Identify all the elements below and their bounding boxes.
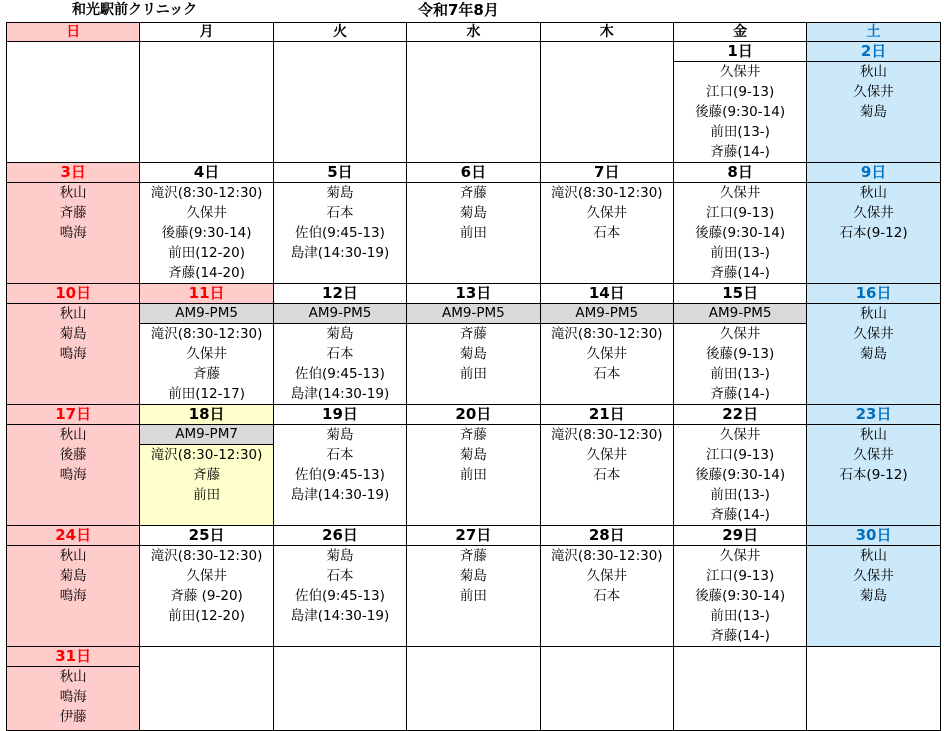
- staff-entry: 鳴海: [59, 689, 87, 705]
- staff-entry: 斉藤(14-): [710, 144, 770, 160]
- day-cell: [807, 284, 940, 405]
- staff-entry: 久保井: [586, 568, 627, 584]
- staff-entry: 滝沢(8:30-12:30): [550, 185, 663, 201]
- staff-entry: 島津(14:30-19): [290, 386, 390, 402]
- clinic-hours: AM9-PM5: [274, 304, 406, 324]
- staff-entry: 江口(9-13): [706, 447, 775, 463]
- day-number: 24日: [7, 526, 139, 546]
- staff-entry: 久保井: [853, 205, 894, 221]
- staff-entry: 前田(13-): [710, 124, 770, 140]
- staff-entry: 佐伯(9:45-13): [295, 366, 385, 382]
- day-number: 21日: [541, 405, 673, 425]
- staff-entry: 斉藤(14-): [710, 507, 770, 523]
- staff-entry: 滝沢(8:30-12:30): [150, 447, 263, 463]
- staff-entry: 江口(9-13): [706, 205, 775, 221]
- calendar-body: [7, 42, 941, 731]
- month-title: 令和7年8月: [418, 1, 499, 19]
- day-cell: [673, 526, 806, 647]
- empty-day-cell: [140, 647, 273, 731]
- staff-entry: 鳴海: [59, 467, 87, 483]
- staff-entry: 前田: [459, 588, 487, 604]
- staff-entry: 秋山: [59, 185, 87, 201]
- staff-entry: 斉藤(14-20): [168, 265, 245, 281]
- empty-day-cell: [407, 647, 540, 731]
- staff-entry: 斉藤(14-): [710, 265, 770, 281]
- day-number: 13日: [407, 284, 539, 304]
- staff-entry: 久保井: [186, 346, 227, 362]
- staff-entry: 江口(9-13): [706, 568, 775, 584]
- day-cell: [540, 163, 673, 284]
- day-cell: [540, 284, 673, 405]
- staff-entry: 久保井: [586, 346, 627, 362]
- day-cell: [273, 526, 406, 647]
- clinic-name: 和光駅前クリニック: [72, 2, 198, 18]
- empty-day-cell: [540, 42, 673, 163]
- staff-entry: 佐伯(9:45-13): [295, 467, 385, 483]
- staff-entry: 石本: [593, 366, 621, 382]
- staff-entry: 菊島: [459, 346, 487, 362]
- day-cell: [807, 42, 940, 163]
- day-cell: [7, 647, 140, 731]
- day-number: 17日: [7, 405, 139, 425]
- staff-entry: 久保井: [586, 205, 627, 221]
- staff-entry: 秋山: [59, 548, 87, 564]
- staff-entry: 滝沢(8:30-12:30): [550, 326, 663, 342]
- day-number: 25日: [140, 526, 272, 546]
- staff-entry: 菊島: [860, 346, 888, 362]
- staff-entry: 佐伯(9:45-13): [295, 588, 385, 604]
- day-cell: [7, 526, 140, 647]
- day-number: 1日: [674, 42, 806, 62]
- day-cell: [673, 284, 806, 405]
- staff-entry: 石本: [593, 467, 621, 483]
- staff-entry: 秋山: [860, 427, 888, 443]
- day-number: 31日: [7, 647, 139, 667]
- staff-entry: 斉藤(14-): [710, 628, 770, 644]
- week-row: [7, 526, 941, 647]
- staff-entry: 江口(9-13): [706, 84, 775, 100]
- staff-entry: 久保井: [853, 326, 894, 342]
- staff-entry: 前田: [193, 487, 221, 503]
- staff-entry: 久保井: [853, 568, 894, 584]
- staff-entry: 石本: [326, 205, 354, 221]
- day-number: 28日: [541, 526, 673, 546]
- staff-entry: 菊島: [459, 205, 487, 221]
- day-cell: [273, 284, 406, 405]
- day-number: 3日: [7, 163, 139, 183]
- staff-entry: 菊島: [59, 568, 87, 584]
- day-number: 29日: [674, 526, 806, 546]
- day-cell: [673, 405, 806, 526]
- staff-entry: 斉藤: [459, 548, 487, 564]
- staff-entry: 後藤(9:30-14): [695, 467, 786, 483]
- empty-day-cell: [807, 647, 940, 731]
- clinic-hours: AM9-PM5: [407, 304, 539, 324]
- schedule-calendar: [6, 22, 941, 731]
- staff-entry: 斉藤: [193, 467, 221, 483]
- empty-day-cell: [273, 647, 406, 731]
- staff-entry: 菊島: [459, 568, 487, 584]
- week-row: [7, 405, 941, 526]
- empty-day-cell: [7, 42, 140, 163]
- staff-entry: 斉藤(14-): [710, 386, 770, 402]
- staff-entry: 後藤: [59, 447, 87, 463]
- day-cell: [407, 284, 540, 405]
- staff-entry: 前田(12-17): [168, 386, 245, 402]
- staff-entry: 石本(9-12): [839, 467, 908, 483]
- staff-entry: 菊島: [326, 326, 354, 342]
- staff-entry: 秋山: [860, 306, 888, 322]
- day-cell: [7, 405, 140, 526]
- staff-entry: 前田: [459, 366, 487, 382]
- staff-entry: 石本: [326, 346, 354, 362]
- day-number: 30日: [807, 526, 939, 546]
- staff-entry: 久保井: [719, 326, 761, 342]
- weekday-wednesday: 水: [407, 23, 540, 42]
- staff-entry: 島津(14:30-19): [290, 608, 390, 624]
- day-number: 27日: [407, 526, 539, 546]
- staff-entry: 秋山: [59, 427, 87, 443]
- staff-entry: 久保井: [719, 185, 761, 201]
- staff-entry: 滝沢(8:30-12:30): [150, 548, 263, 564]
- week-row: [7, 284, 941, 405]
- week-row: [7, 42, 941, 163]
- day-number: 8日: [674, 163, 806, 183]
- day-cell: [273, 405, 406, 526]
- staff-entry: 前田(13-): [710, 245, 770, 261]
- staff-entry: 石本(9-12): [839, 225, 908, 241]
- staff-entry: 菊島: [326, 427, 354, 443]
- day-number: 12日: [274, 284, 406, 304]
- staff-entry: 石本: [326, 568, 354, 584]
- staff-entry: 菊島: [326, 185, 354, 201]
- staff-entry: 佐伯(9:45-13): [295, 225, 385, 241]
- empty-day-cell: [407, 42, 540, 163]
- staff-entry: 秋山: [860, 185, 888, 201]
- day-number: 4日: [140, 163, 272, 183]
- weekday-sunday: 日: [7, 23, 140, 42]
- staff-entry: 秋山: [860, 548, 888, 564]
- day-number: 22日: [674, 405, 806, 425]
- staff-entry: 鳴海: [59, 225, 87, 241]
- day-number: 16日: [807, 284, 939, 304]
- staff-entry: 石本: [326, 447, 354, 463]
- day-cell: [140, 526, 273, 647]
- day-cell: [807, 163, 940, 284]
- day-number: 7日: [541, 163, 673, 183]
- day-cell: [407, 163, 540, 284]
- staff-entry: 菊島: [860, 104, 888, 120]
- staff-entry: 久保井: [719, 64, 761, 80]
- staff-entry: 滝沢(8:30-12:30): [550, 548, 663, 564]
- staff-entry: 菊島: [860, 588, 888, 604]
- staff-entry: 前田(12-20): [168, 245, 245, 261]
- staff-entry: 久保井: [853, 447, 894, 463]
- staff-entry: 斉藤: [459, 326, 487, 342]
- day-number: 18日: [140, 405, 272, 425]
- staff-entry: 秋山: [59, 669, 87, 685]
- day-number: 6日: [407, 163, 539, 183]
- day-number: 9日: [807, 163, 939, 183]
- weekday-saturday: 土: [807, 23, 940, 42]
- staff-entry: 久保井: [186, 205, 227, 221]
- staff-entry: 前田: [459, 467, 487, 483]
- staff-entry: 久保井: [186, 568, 227, 584]
- day-number: 10日: [7, 284, 139, 304]
- day-number: 23日: [807, 405, 939, 425]
- day-cell: [140, 284, 273, 405]
- staff-entry: 石本: [593, 588, 621, 604]
- staff-entry: 久保井: [719, 427, 761, 443]
- staff-entry: 菊島: [59, 326, 87, 342]
- day-number: 11日: [140, 284, 272, 304]
- weekday-monday: 月: [140, 23, 273, 42]
- staff-entry: 前田: [459, 225, 487, 241]
- clinic-hours: AM9-PM7: [140, 425, 272, 445]
- day-cell: [7, 163, 140, 284]
- staff-entry: 久保井: [719, 548, 761, 564]
- staff-entry: 鳴海: [59, 588, 87, 604]
- staff-entry: 島津(14:30-19): [290, 487, 390, 503]
- staff-entry: 菊島: [326, 548, 354, 564]
- staff-entry: 前田(12-20): [168, 608, 245, 624]
- empty-day-cell: [540, 647, 673, 731]
- day-number: 2日: [807, 42, 939, 62]
- day-number: 15日: [674, 284, 806, 304]
- day-cell: [140, 163, 273, 284]
- staff-entry: 斉藤: [59, 205, 87, 221]
- staff-entry: 斉藤: [193, 366, 221, 382]
- staff-entry: 前田(13-): [710, 366, 770, 382]
- staff-entry: 前田(13-): [710, 487, 770, 503]
- staff-entry: 鳴海: [59, 346, 87, 362]
- day-cell: [807, 405, 940, 526]
- day-number: 19日: [274, 405, 406, 425]
- staff-entry: 滝沢(8:30-12:30): [150, 185, 263, 201]
- day-cell: [673, 163, 806, 284]
- staff-entry: 後藤(9:30-14): [695, 225, 786, 241]
- day-number: 20日: [407, 405, 539, 425]
- staff-entry: 後藤(9:30-14): [161, 225, 252, 241]
- weekday-header-row: [7, 23, 941, 42]
- weekday-friday: 金: [673, 23, 806, 42]
- staff-entry: 斉藤: [459, 427, 487, 443]
- empty-day-cell: [140, 42, 273, 163]
- staff-entry: 島津(14:30-19): [290, 245, 390, 261]
- clinic-hours: AM9-PM5: [140, 304, 272, 324]
- staff-entry: 久保井: [586, 447, 627, 463]
- staff-entry: 秋山: [860, 64, 888, 80]
- empty-day-cell: [673, 647, 806, 731]
- day-cell: [807, 526, 940, 647]
- staff-entry: 斉藤: [459, 185, 487, 201]
- week-row: [7, 647, 941, 731]
- clinic-hours: AM9-PM5: [674, 304, 806, 324]
- staff-entry: 久保井: [853, 84, 894, 100]
- staff-entry: 後藤(9-13): [706, 346, 775, 362]
- staff-entry: 斉藤 (9-20): [170, 588, 243, 604]
- day-number: 26日: [274, 526, 406, 546]
- day-cell: [540, 526, 673, 647]
- day-cell: [7, 284, 140, 405]
- clinic-hours: AM9-PM5: [541, 304, 673, 324]
- empty-day-cell: [273, 42, 406, 163]
- day-number: 5日: [274, 163, 406, 183]
- staff-entry: 前田(13-): [710, 608, 770, 624]
- day-cell: [407, 526, 540, 647]
- day-cell: [540, 405, 673, 526]
- staff-entry: 秋山: [59, 306, 87, 322]
- day-cell: [407, 405, 540, 526]
- staff-entry: 滝沢(8:30-12:30): [150, 326, 263, 342]
- staff-entry: 石本: [593, 225, 621, 241]
- weekday-tuesday: 火: [273, 23, 406, 42]
- staff-entry: 菊島: [459, 447, 487, 463]
- staff-entry: 伊藤: [59, 709, 87, 725]
- day-cell: [140, 405, 273, 526]
- staff-entry: 後藤(9:30-14): [695, 588, 786, 604]
- staff-entry: 滝沢(8:30-12:30): [550, 427, 663, 443]
- staff-entry: 後藤(9:30-14): [695, 104, 786, 120]
- day-number: 14日: [541, 284, 673, 304]
- week-row: [7, 163, 941, 284]
- day-cell: [673, 42, 806, 163]
- weekday-thursday: 木: [540, 23, 673, 42]
- day-cell: [273, 163, 406, 284]
